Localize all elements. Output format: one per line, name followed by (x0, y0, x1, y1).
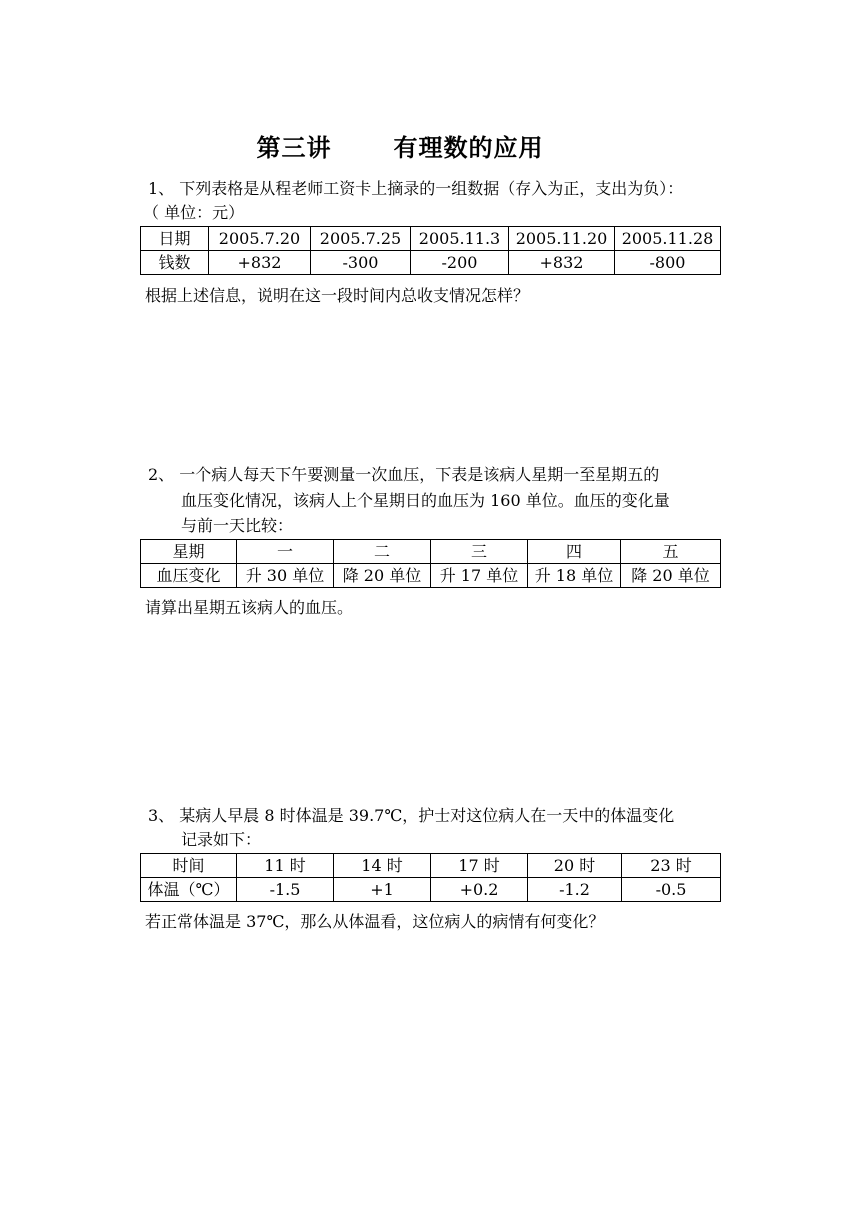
table-cell: 23 时 (622, 854, 721, 878)
table-cell: +1 (334, 878, 431, 902)
question-3-text-line2: 记录如下： (181, 830, 262, 849)
table-cell: +832 (209, 251, 311, 275)
table-cell: 升 30 单位 (237, 564, 334, 588)
page-title (0, 128, 800, 163)
table-cell: 20 时 (528, 854, 622, 878)
question-1-text: 1、 下列表格是从程老师工资卡上摘录的一组数据（存入为正，支出为负）： (148, 179, 684, 198)
table-cell: -1.2 (528, 878, 622, 902)
table-cell: 2005.11.28 (615, 227, 721, 251)
question-3-text-line1: 3、 某病人早晨 8 时体温是 39.7℃，护士对这位病人在一天中的体温变化 (148, 806, 675, 825)
table-cell: 2005.7.20 (209, 227, 311, 251)
table-cell: 升 17 单位 (431, 564, 528, 588)
question-1-prompt: 根据上述信息，说明在这一段时间内总收支情况怎样？ (145, 286, 530, 305)
table-row (141, 854, 721, 878)
table-cell: 14 时 (334, 854, 431, 878)
temperature-table (140, 853, 721, 902)
table-cell: 2005.11.3 (411, 227, 509, 251)
table-cell: 17 时 (431, 854, 528, 878)
table-cell: 五 (621, 540, 721, 564)
table-cell: -200 (411, 251, 509, 275)
table-row (141, 251, 721, 275)
table-cell: 一 (237, 540, 334, 564)
table-cell: 2005.11.20 (509, 227, 615, 251)
table-cell: 二 (334, 540, 431, 564)
table-row (141, 540, 721, 564)
table-cell: 降 20 单位 (621, 564, 721, 588)
table-cell: 星期 (141, 540, 237, 564)
table-cell: 三 (431, 540, 528, 564)
question-1-unit: （ 单位：元） (143, 203, 245, 222)
blood-pressure-table (140, 539, 721, 588)
question-2-text-line1: 2、 一个病人每天下午要测量一次血压，下表是该病人星期一至星期五的 (148, 465, 660, 484)
question-3-prompt: 若正常体温是 37℃，那么从体温看，这位病人的病情有何变化？ (145, 912, 605, 931)
lecture-number: 第三讲 (256, 134, 332, 162)
table-cell: 钱数 (141, 251, 209, 275)
question-2-prompt: 请算出星期五该病人的血压。 (145, 598, 354, 617)
table-row (141, 564, 721, 588)
table-cell: 血压变化 (141, 564, 237, 588)
table-cell: -1.5 (237, 878, 334, 902)
table-row (141, 878, 721, 902)
table-cell: 体温（℃） (141, 878, 237, 902)
table-cell: 时间 (141, 854, 237, 878)
table-cell: +0.2 (431, 878, 528, 902)
table-cell: -300 (311, 251, 411, 275)
table-cell: 四 (528, 540, 621, 564)
question-2-text-line3: 与前一天比较： (181, 516, 294, 535)
table-cell: 升 18 单位 (528, 564, 621, 588)
table-cell: -0.5 (622, 878, 721, 902)
table-row (141, 227, 721, 251)
lecture-topic: 有理数的应用 (393, 134, 544, 162)
table-cell: 11 时 (237, 854, 334, 878)
table-cell: 2005.7.25 (311, 227, 411, 251)
table-cell: -800 (615, 251, 721, 275)
salary-table (140, 226, 721, 275)
table-cell: +832 (509, 251, 615, 275)
table-cell: 日期 (141, 227, 209, 251)
table-cell: 降 20 单位 (334, 564, 431, 588)
question-2-text-line2: 血压变化情况，该病人上个星期日的血压为 160 单位。血压的变化量 (181, 491, 670, 510)
